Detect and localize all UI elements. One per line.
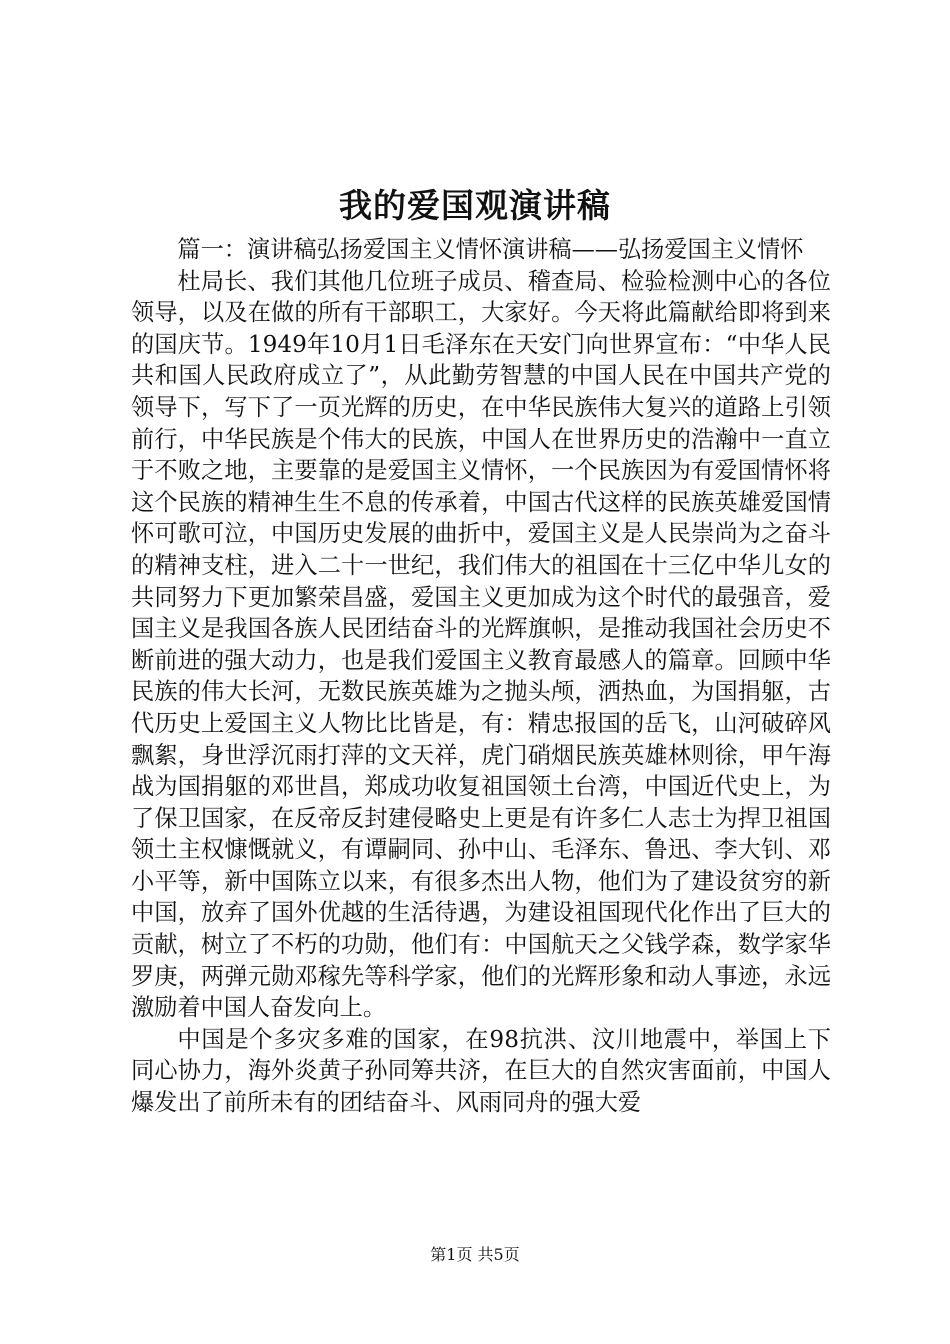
page-footer: 第1页 共5页 [430, 1245, 520, 1264]
paragraph: 杜局长、我们其他几位班子成员、稽查局、检验检测中心的各位领导，以及在做的所有干部职工，大家好。今天将此篇献给即将到来的国庆节。1949年10月1日毛泽东在天安门向世界宣布：“中华人民共和国人民政府成立了”，从此勤劳智慧的中国人民在中国共产党的领导下，写下了一页光辉的历史，在中华民族伟大复兴的道路上引领前行，中华民族是个伟大的民族，中国人在世界历史的浩瀚中一直立于不败之地，主要靠的是爱国主义情怀，一个民族因为有爱国情怀将这个民族的精神生生不息的传承着，中国古代这样的民族英雄爱国情怀可歌可泣，中国历史发展的曲折中，爱国主义是人民崇尚为之奋斗的精神支柱，进入二十一世纪，我们伟大的祖国在十三亿中华儿女的共同努力下更加繁荣昌盛，爱国主义更加成为这个时代的最强音，爱国主义是我国各族人民团结奋斗的光辉旗帜，是推动我国社会历史不断前进的强大动力，也是我们爱国主义教育最感人的篇章。回顾中华民族的伟大长河，无数民族英雄为之抛头颅，洒热血，为国捐躯，古代历史上爱国主义人物比比皆是，有：精忠报国的岳飞，山河破碎风飘絮，身世浮沉雨打萍的文天祥，虎门硝烟民族英雄林则徐，甲午海战为国捐躯的邓世昌，郑成功收复祖国领土台湾，中国近代史上，为了保卫国家，在反帝反封建侵略史上更是有许多仁人志士为捍卫祖国领土主权慷慨就义，有谭嗣同、孙中山、毛泽东、鲁迅、李大钊、邓小平等，新中国陈立以来，有很多杰出人物，他们为了建设贫穷的新中国，放弃了国外优越的生活待遇，为建设祖国现代化作出了巨大的贡献，树立了不朽的功勋，他们有：中国航天之父钱学森，数学家华罗庚，两弹元勋邓稼先等科学家，他们的光辉形象和动人事迹，永远激励着中国人奋发向上。 [131, 267, 831, 1022]
document-body [131, 234, 831, 1119]
paragraph-heading: 篇一：演讲稿弘扬爱国主义情怀演讲稿——弘扬爱国主义情怀 [177, 236, 804, 263]
document-title: 我的爱国观演讲稿 [339, 186, 611, 225]
paragraph: 中国是个多灾多难的国家，在98抗洪、汶川地震中，举国上下同心协力，海外炎黄子孙同筹共济，在巨大的自然灾害面前，中国人爆发出了前所未有的团结奋斗、风雨同舟的强大爱 [131, 1025, 831, 1117]
